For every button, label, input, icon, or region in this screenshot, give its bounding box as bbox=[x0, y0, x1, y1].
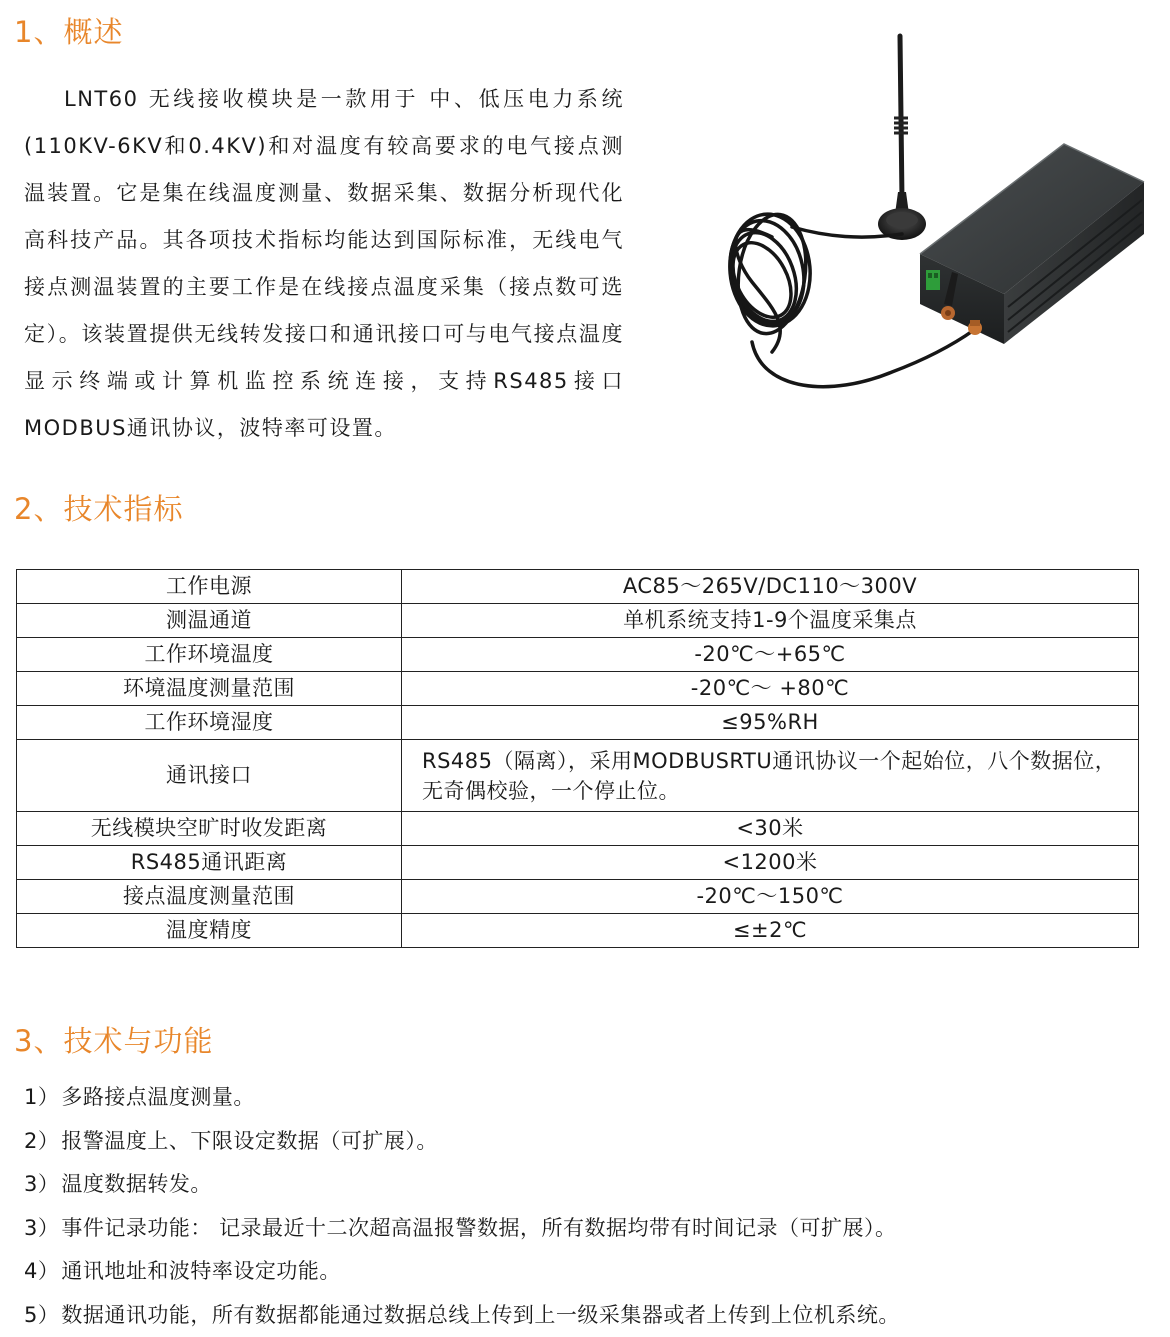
spec-value: -20℃～+65℃ bbox=[402, 638, 1139, 672]
list-item bbox=[24, 1120, 900, 1164]
spec-name: 接点温度测量范围 bbox=[17, 880, 402, 914]
spec-value: ≤95%RH bbox=[402, 706, 1139, 740]
spec-name: 温度精度 bbox=[17, 914, 402, 948]
list-item-text: 通讯地址和波特率设定功能。 bbox=[61, 1259, 341, 1283]
list-item-number: 3） bbox=[24, 1172, 59, 1196]
spec-value: AC85～265V/DC110～300V bbox=[402, 570, 1139, 604]
list-item-text: 事件记录功能： 记录最近十二次超高温报警数据，所有数据均带有时间记录（可扩展）。 bbox=[61, 1216, 896, 1240]
spec-name: 环境温度测量范围 bbox=[17, 672, 402, 706]
spec-name: 测温通道 bbox=[17, 604, 402, 638]
spec-value: RS485（隔离），采用MODBUSRTU通讯协议一个起始位，八个数据位，无奇偶校验，一个停止位。 bbox=[402, 740, 1139, 812]
list-item-number: 2） bbox=[24, 1129, 59, 1153]
spec-value: 单机系统支持1-9个温度采集点 bbox=[402, 604, 1139, 638]
list-item bbox=[24, 1076, 900, 1120]
list-item-text: 多路接点温度测量。 bbox=[61, 1085, 255, 1109]
spec-value: -20℃～150℃ bbox=[402, 880, 1139, 914]
list-item bbox=[24, 1250, 900, 1294]
table-row bbox=[17, 740, 1139, 812]
spec-name: 工作环境温度 bbox=[17, 638, 402, 672]
spec-name: 工作环境湿度 bbox=[17, 706, 402, 740]
spec-value: ≤±2℃ bbox=[402, 914, 1139, 948]
section2-heading: 2、技术指标 bbox=[14, 487, 183, 528]
list-item-number: 5） bbox=[24, 1303, 59, 1327]
list-item bbox=[24, 1294, 900, 1337]
feature-list bbox=[24, 1076, 900, 1337]
list-item-number: 1） bbox=[24, 1085, 59, 1109]
spec-value: <1200米 bbox=[402, 846, 1139, 880]
list-item-text: 报警温度上、下限设定数据（可扩展）。 bbox=[61, 1129, 438, 1153]
table-row bbox=[17, 846, 1139, 880]
list-item-number: 4） bbox=[24, 1259, 59, 1283]
spec-name: RS485通讯距离 bbox=[17, 846, 402, 880]
list-item bbox=[24, 1207, 900, 1251]
spec-value: -20℃～ +80℃ bbox=[402, 672, 1139, 706]
list-item-number: 3） bbox=[24, 1216, 59, 1240]
spec-table bbox=[16, 569, 1139, 948]
table-row bbox=[17, 812, 1139, 846]
table-row bbox=[17, 638, 1139, 672]
product-image-icon bbox=[712, 22, 1152, 422]
table-row bbox=[17, 914, 1139, 948]
table-row bbox=[17, 880, 1139, 914]
list-item-text: 数据通讯功能，所有数据都能通过数据总线上传到上一级采集器或者上传到上位机系统。 bbox=[61, 1303, 900, 1327]
spec-name: 工作电源 bbox=[17, 570, 402, 604]
overview-paragraph: LNT60 无线接收模块是一款用于 中、低压电力系统(110KV-6KV和0.4KV)和对温度有较高要求的电气接点测温装置。它是集在线温度测量、数据采集、数据分析现代化高科技产品。其各项技术指标均能达到国际标准，无线电气接点测温装置的主要工作是在线接点温度采集（接点数可选定）。该装置提供无线转发接口和通讯接口可与电气接点温度显示终端或计算机监控系统连接，支持RS485接口MODBUS通讯协议，波特率可设置。 bbox=[24, 76, 624, 452]
spec-name: 无线模块空旷时收发距离 bbox=[17, 812, 402, 846]
section3-heading: 3、技术与功能 bbox=[14, 1019, 213, 1060]
table-row bbox=[17, 706, 1139, 740]
table-row bbox=[17, 672, 1139, 706]
section1-heading: 1、概述 bbox=[14, 10, 123, 51]
list-item bbox=[24, 1163, 900, 1207]
table-row bbox=[17, 604, 1139, 638]
table-row bbox=[17, 570, 1139, 604]
spec-name: 通讯接口 bbox=[17, 740, 402, 812]
list-item-text: 温度数据转发。 bbox=[61, 1172, 212, 1196]
spec-value: <30米 bbox=[402, 812, 1139, 846]
